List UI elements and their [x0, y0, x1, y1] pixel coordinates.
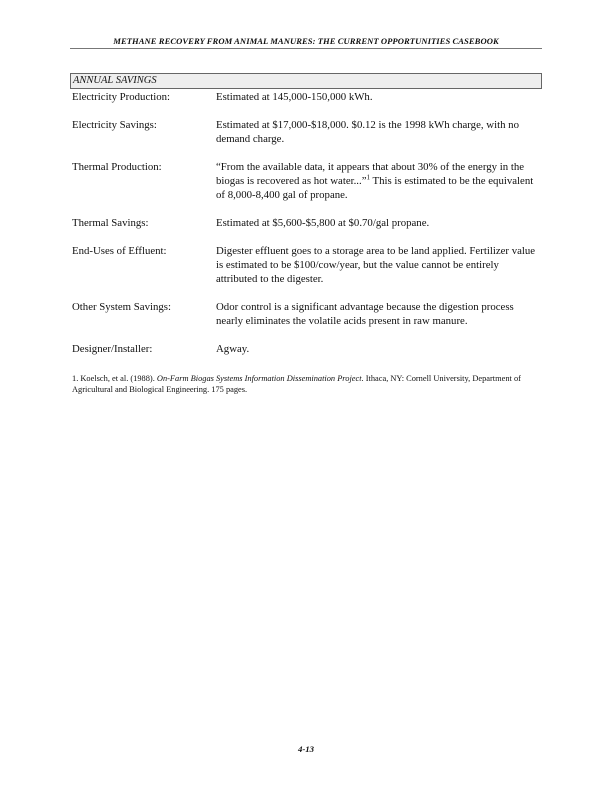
- footnote-reference: 1: [366, 173, 371, 182]
- footnote-number: 1.: [72, 374, 79, 383]
- row-thermal-production: [72, 160, 542, 202]
- footnote-title: On-Farm Biogas Systems Information Dissemination Project: [156, 374, 362, 383]
- footnote-details: . Ithaca, NY: Cornell University, Department of Agricultural and Biological Engineering. 175 pages.: [72, 374, 521, 394]
- section-title: ANNUAL SAVINGS: [73, 75, 157, 86]
- row-designer-installer: [72, 342, 542, 356]
- row-end-uses-of-effluent: [72, 244, 542, 286]
- section-header-box: [70, 73, 542, 89]
- row-label: Electricity Savings:: [72, 119, 157, 131]
- row-value: Digester effluent goes to a storage area to be land applied. Fertilizer value is estimated to be $100/cow/year, but the value cannot be entirely attributed to the digester.: [216, 245, 536, 285]
- row-value: Estimated at $5,600-$5,800 at $0.70/gal propane.: [216, 217, 430, 229]
- footnote-authors: Koelsch, et al. (1988).: [78, 374, 157, 383]
- header-rule: [70, 48, 542, 49]
- row-label: Thermal Production:: [72, 161, 162, 173]
- row-label: Electricity Production:: [72, 91, 171, 103]
- page-number: 4-13: [297, 744, 315, 754]
- row-value: Estimated at $17,000-$18,000. $0.12 is the 1998 kWh charge, with no demand charge.: [216, 119, 519, 145]
- row-value: Agway.: [216, 343, 250, 355]
- quote-text: “From the available data, it appears that about 30% of the energy in the biogas is recovered as hot water...”: [216, 161, 525, 187]
- row-electricity-savings: [72, 118, 542, 146]
- value-continuation: This is estimated to be the equivalent of 8,000-8,400 gal of propane.: [216, 175, 534, 201]
- row-label: End-Uses of Effluent:: [72, 245, 167, 257]
- row-thermal-savings: [72, 216, 542, 230]
- footnote: [72, 373, 542, 395]
- annual-savings-table: [72, 90, 542, 370]
- row-label: Other System Savings:: [72, 301, 171, 313]
- running-header: METHANE RECOVERY FROM ANIMAL MANURES: THE CURRENT OPPORTUNITIES CASEBOOK: [113, 36, 499, 46]
- row-electricity-production: [72, 90, 542, 104]
- row-value: Estimated at 145,000-150,000 kWh.: [216, 91, 373, 103]
- row-label: Thermal Savings:: [72, 217, 149, 229]
- row-value: Odor control is a significant advantage because the digestion process nearly eliminates the volatile acids present in raw manure.: [216, 301, 514, 327]
- row-other-system-savings: [72, 300, 542, 328]
- row-label: Designer/Installer:: [72, 343, 153, 355]
- row-value: [216, 160, 542, 202]
